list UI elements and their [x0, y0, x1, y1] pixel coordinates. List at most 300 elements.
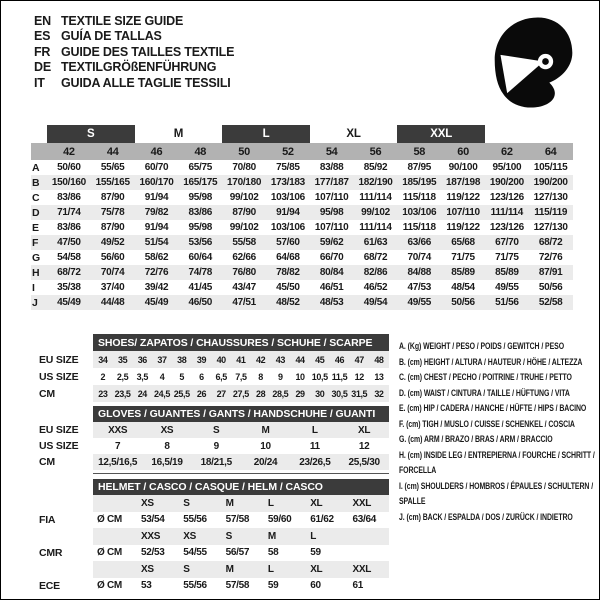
legend-item-d: D. (cm) WAIST / CINTURA / TAILLE / HÜFTUNG / VITA: [399, 387, 570, 399]
measure-letter: F: [32, 236, 39, 249]
racing-helmet-icon: [488, 14, 580, 111]
measure-value: 48/52: [276, 297, 300, 308]
textile-size-table: [31, 125, 573, 310]
measure-value: 71/75: [451, 252, 475, 263]
helmet-value-row-fia: [93, 512, 389, 529]
size-value: 32: [374, 388, 384, 399]
measure-value: 75/78: [100, 207, 125, 218]
measure-value: 84/88: [407, 267, 432, 278]
helmet-size-label: L: [267, 497, 274, 509]
label-spacer: [31, 479, 93, 496]
label-spacer: [31, 562, 93, 579]
measure-value: 54/58: [57, 252, 81, 263]
size-group-header-row: [31, 125, 573, 143]
helmet-size-value: 53/54: [141, 514, 165, 526]
measure-value: 83/86: [57, 222, 81, 233]
size-number: 48: [194, 145, 207, 158]
helmet-title: HELMET / CASCO / CASQUE / HELM / CASCO: [93, 479, 389, 495]
helmet-size-label: XL: [310, 563, 323, 575]
measure-value: 56/60: [100, 252, 125, 263]
size-value: 28,5: [272, 388, 289, 399]
helmet-size-value: 60: [310, 580, 321, 592]
helmet-size-label: XXL: [352, 563, 372, 575]
measure-value: 63/66: [407, 237, 432, 248]
measure-letter: B: [32, 176, 40, 189]
helmet-size-value: 52/53: [141, 547, 165, 559]
size-value: 45: [315, 354, 325, 365]
helmet-table: [93, 479, 389, 595]
measure-value: 65/75: [188, 162, 213, 173]
size-value: 37: [157, 354, 167, 365]
measure-value: 47/53: [407, 282, 432, 293]
measure-value: 177/187: [314, 177, 349, 188]
size-group-xl: XL: [346, 128, 361, 140]
measure-value: 60/64: [188, 252, 213, 263]
size-value: XXS: [108, 424, 128, 436]
measure-value: 103/106: [270, 192, 305, 203]
measure-value: 47/50: [57, 237, 81, 248]
measure-value: 37/40: [100, 282, 125, 293]
measure-value: 70/80: [232, 162, 256, 173]
size-value: 42: [256, 354, 266, 365]
measure-value: 115/118: [402, 192, 436, 203]
measure-row-i: [31, 280, 573, 295]
empty-cell: [93, 561, 135, 578]
legend-item-a: A. (Kg) WEIGHT / PESO / POIDS / GEWITCH / PESO: [399, 341, 565, 352]
size-number: 56: [369, 145, 382, 158]
unit-label: Ø CM: [97, 580, 122, 592]
legend-item-g: G. (cm) ARM / BRAZO / BRAS / ARM / BRACCIO: [399, 434, 553, 445]
measure-value: 71/74: [57, 207, 81, 218]
helmet-size-label: L: [310, 530, 316, 542]
size-value: 11,5: [331, 371, 348, 382]
helmet-size-label: XXL: [352, 497, 372, 509]
measure-value: 45/49: [144, 297, 169, 308]
size-value: 43: [275, 354, 285, 365]
measure-value: 50/60: [57, 162, 81, 173]
measure-value: 170/180: [227, 177, 262, 188]
label-spacer: [31, 334, 93, 351]
measure-letter: A: [32, 161, 40, 174]
helmet-size-label: S: [183, 563, 190, 575]
standard-label-cmr: CMR: [39, 547, 63, 560]
measure-row-d: [31, 205, 573, 220]
helmet-size-row-cmr: [93, 528, 389, 545]
measure-value: 105/115: [533, 162, 568, 173]
helmet-size-value: 57/58: [225, 580, 250, 592]
measure-value: 111/114: [359, 192, 392, 203]
helmet-value-row-cmr: [93, 545, 389, 562]
measure-value: 49/52: [100, 237, 125, 248]
measure-value: 67/70: [495, 237, 519, 248]
size-number: 58: [413, 145, 426, 158]
measure-value: 48/54: [451, 282, 475, 293]
size-value: 10: [260, 440, 271, 452]
measure-value: 80/84: [319, 267, 344, 278]
measure-value: 119/122: [446, 222, 480, 233]
measure-value: 70/74: [407, 252, 432, 263]
helmet-size-row-fia: [93, 495, 389, 512]
size-value: 31,5: [351, 388, 368, 399]
size-value: 24: [137, 388, 147, 399]
language-code: ES: [34, 29, 51, 44]
language-row-fr: [34, 44, 234, 60]
measure-value: 115/119: [534, 207, 568, 218]
measure-value: 75/85: [276, 162, 300, 173]
measure-value: 91/94: [276, 207, 300, 218]
guide-title: GUIDE DES TAILLES TEXTILE: [61, 44, 235, 59]
measure-value: 35/38: [57, 282, 81, 293]
language-code: FR: [34, 44, 51, 59]
shoes-row-labels: [31, 334, 93, 402]
language-code: DE: [34, 60, 51, 75]
measure-value: 48/53: [319, 297, 344, 308]
helmet-size-value: 55/56: [183, 514, 207, 526]
empty-cell: [93, 495, 135, 512]
measure-value: 46/52: [363, 282, 388, 293]
size-value: 12: [358, 440, 370, 452]
helmet-size-label: XS: [183, 530, 197, 542]
measure-value: 95/100: [492, 162, 522, 173]
measure-value: 95/98: [319, 207, 344, 218]
size-value: 23,5: [114, 388, 131, 399]
size-number: 60: [457, 145, 469, 158]
size-number: 44: [106, 145, 119, 158]
measure-value: 185/195: [402, 177, 437, 188]
size-group-s: S: [47, 125, 135, 143]
size-value: 2,5: [116, 371, 129, 382]
measure-value: 187/198: [446, 177, 481, 188]
guide-title: TEXTILE SIZE GUIDE: [61, 13, 184, 28]
size-value: 7,5: [235, 371, 247, 382]
size-value: L: [311, 424, 318, 436]
size-number: 54: [325, 145, 338, 158]
helmet-size-label: M: [225, 497, 234, 509]
helmet-size-value: 59/60: [267, 514, 292, 526]
measure-value: 111/114: [359, 222, 392, 233]
unit-label: Ø CM: [97, 547, 122, 559]
row-label-us-size: US SIZE: [39, 370, 79, 383]
size-value: 29: [295, 388, 305, 399]
measure-row-b: [31, 175, 573, 190]
gloves-table: [93, 406, 389, 470]
size-value: 7: [115, 440, 121, 452]
measure-value: 78/82: [276, 267, 300, 278]
size-value: 26: [196, 388, 207, 399]
helmet-size-value: 54/55: [183, 547, 207, 559]
measure-value: 83/86: [57, 192, 81, 203]
measure-value: 51/56: [495, 297, 519, 308]
measure-value: 47/51: [232, 297, 256, 308]
measure-value: 39/42: [144, 282, 169, 293]
measure-value: 115/118: [402, 222, 436, 233]
measure-value: 60/70: [144, 162, 169, 173]
measure-value: 83/86: [188, 207, 213, 218]
measure-letter: H: [32, 266, 40, 279]
measure-value: 49/54: [363, 297, 388, 308]
helmet-size-value: 55/56: [183, 580, 207, 592]
size-value: 30: [315, 388, 325, 399]
size-value: 36: [137, 354, 147, 365]
size-value: 40: [216, 354, 226, 365]
measure-row-c: [31, 190, 573, 205]
size-value: 35: [117, 354, 128, 365]
measure-value: 83/88: [319, 162, 344, 173]
legend-item-h: H. (cm) INSIDE LEG / ENTREPIERNA / FOURCHE / SCHRITT / FORCELLA: [399, 449, 595, 476]
measure-row-g: [31, 250, 573, 265]
measure-value: 95/98: [188, 192, 213, 203]
measure-value: 55/58: [232, 237, 256, 248]
size-value: S: [213, 424, 220, 436]
table-row: [93, 351, 389, 368]
empty-cell: [93, 528, 135, 545]
measure-value: 58/62: [144, 252, 169, 263]
size-number: 46: [150, 145, 163, 158]
measure-value: 51/54: [144, 237, 169, 248]
language-row-it: [34, 75, 234, 91]
size-value: 24,5: [154, 388, 170, 399]
size-value: 48: [374, 354, 384, 365]
size-number: 52: [282, 145, 294, 158]
measure-row-f: [31, 235, 573, 250]
helmet-size-value: 59: [267, 580, 279, 592]
size-value: 3,5: [136, 371, 148, 382]
size-group-m: M: [173, 128, 184, 140]
language-code: EN: [34, 13, 51, 28]
table-row: [93, 438, 389, 454]
guide-title: GUÍA DE TALLAS: [61, 29, 162, 44]
label-spacer: [31, 496, 93, 513]
size-value: 23/26,5: [299, 456, 331, 468]
unit-label: Ø CM: [97, 514, 122, 526]
measure-value: 107/110: [314, 222, 349, 233]
measure-letter: I: [32, 281, 35, 294]
measure-value: 160/170: [139, 177, 174, 188]
size-value: XS: [160, 424, 174, 436]
table-row: [93, 368, 389, 385]
measure-value: 76/80: [232, 267, 256, 278]
label-spacer: [31, 406, 93, 422]
language-row-en: [34, 13, 234, 29]
measure-value: 150/160: [51, 177, 86, 188]
measure-value: 87/91: [538, 267, 563, 278]
helmet-size-label: XL: [310, 497, 323, 509]
size-group-l: L: [222, 125, 310, 143]
measure-row-h: [31, 265, 573, 280]
measure-value: 50/56: [451, 297, 475, 308]
measure-value: 85/89: [451, 267, 475, 278]
measure-value: 68/72: [538, 237, 563, 248]
measure-value: 71/75: [495, 252, 519, 263]
size-value: 25,5: [173, 388, 190, 399]
helmet-size-value: 53: [141, 580, 152, 592]
measure-value: 64/68: [276, 252, 300, 263]
size-value: 11: [309, 440, 320, 452]
size-value: 27: [216, 388, 226, 399]
measure-value: 49/55: [495, 282, 519, 293]
legend-item-i: I. (cm) SHOULDERS / HOMBROS / ÉPAULES / SCHULTERN / SPALLE: [399, 480, 594, 507]
measure-value: 127/130: [533, 222, 568, 233]
helmet-size-label: XS: [141, 563, 154, 575]
table-row: [93, 385, 389, 402]
size-value: 44: [295, 354, 305, 365]
helmet-size-label: S: [183, 497, 190, 509]
legend-item-e: E. (cm) HIP / CADERA / HANCHE / HÜFTE / HIPS / BACINO: [399, 403, 587, 414]
measure-value: 87/90: [232, 207, 256, 218]
measure-value: 52/58: [538, 297, 563, 308]
helmet-size-value: [346, 545, 388, 562]
measure-value: 87/95: [407, 162, 432, 173]
helmet-size-value: 56/57: [225, 547, 250, 559]
gloves-row-labels: [31, 406, 93, 470]
group-row-spacer: [31, 125, 47, 143]
measure-value: 45/50: [276, 282, 300, 293]
helmet-size-row-ece: [93, 561, 389, 578]
size-value: 38: [177, 354, 187, 365]
language-title-list: [34, 13, 234, 91]
helmet-size-value: 58: [267, 547, 279, 559]
measure-value: 46/51: [319, 282, 344, 293]
measure-value: 182/190: [358, 177, 393, 188]
measure-row-e: [31, 220, 573, 235]
measure-letter: G: [32, 251, 40, 264]
measure-value: 123/126: [489, 192, 524, 203]
row-label-eu-size: EU SIZE: [39, 424, 79, 436]
size-row-spacer: [31, 143, 47, 160]
measure-value: 43/47: [232, 282, 256, 293]
row-label-cm: CM: [39, 387, 55, 400]
measure-value: 41/45: [188, 282, 213, 293]
size-group-xxl: XXL: [397, 125, 485, 143]
helmet-size-label: M: [267, 530, 276, 542]
helmet-size-value: 61: [352, 580, 364, 592]
size-value: 12: [354, 371, 364, 382]
size-value: 34: [98, 354, 108, 365]
size-value: 28: [256, 388, 266, 399]
shoes-section: [31, 334, 389, 402]
measure-value: 59/62: [319, 237, 344, 248]
measure-value: 111/114: [490, 207, 524, 218]
measure-value: 103/106: [402, 207, 437, 218]
measure-value: 107/110: [314, 192, 349, 203]
size-value: 25,5/30: [348, 456, 380, 468]
helmet-section: [31, 479, 389, 595]
measure-value: 91/94: [144, 222, 169, 233]
measure-value: 103/106: [270, 222, 305, 233]
language-row-de: [34, 60, 234, 76]
size-value: XL: [358, 424, 371, 436]
measure-letter: D: [32, 206, 40, 219]
size-value: 8: [164, 440, 170, 452]
measurement-legend: [399, 339, 598, 525]
measure-value: 87/90: [100, 192, 125, 203]
measure-row-a: [31, 160, 573, 175]
size-value: M: [261, 424, 270, 436]
measure-value: 45/49: [57, 297, 81, 308]
measure-value: 55/65: [100, 162, 125, 173]
measure-value: 61/63: [363, 237, 388, 248]
guide-title: GUIDA ALLE TAGLIE TESSILI: [61, 75, 231, 90]
measure-value: 70/74: [100, 267, 125, 278]
helmet-size-label: XS: [141, 497, 154, 509]
measure-value: 90/100: [448, 162, 478, 173]
size-value: 6: [199, 371, 204, 382]
size-value: 20/24: [253, 456, 278, 468]
helmet-size-label: XXS: [141, 530, 161, 542]
measure-value: 99/102: [229, 222, 259, 233]
measure-value: 65/68: [451, 237, 475, 248]
size-value: 5: [179, 371, 185, 382]
shoes-table: [93, 334, 389, 402]
shoes-title: SHOES/ ZAPATOS / CHAUSSURES / SCHUHE / SCARPE: [93, 334, 389, 351]
measure-value: 91/94: [144, 192, 169, 203]
helmet-size-value: 63/64: [352, 514, 377, 526]
measure-letter: E: [32, 221, 39, 234]
size-value: 10,5: [311, 371, 328, 382]
size-value: 13: [374, 371, 384, 382]
measure-value: 123/126: [489, 222, 524, 233]
guide-title: TEXTILGRÖßENFÜHRUNG: [61, 60, 217, 75]
size-number: 62: [501, 145, 513, 158]
measure-value: 49/55: [407, 297, 432, 308]
size-value: 9: [278, 371, 283, 382]
size-value: 41: [236, 354, 246, 365]
table-row: [93, 454, 389, 470]
divider-line: [93, 473, 389, 474]
size-value: 27,5: [232, 388, 249, 399]
size-value: 23: [98, 388, 108, 399]
measure-value: 119/122: [446, 192, 480, 203]
size-value: 16,5/19: [151, 456, 183, 468]
helmet-value-row-ece: [93, 578, 389, 595]
measure-value: 68/72: [57, 267, 81, 278]
size-number: 50: [238, 145, 250, 158]
measure-value: 87/90: [100, 222, 125, 233]
measure-value: 173/183: [270, 177, 305, 188]
language-row-es: [34, 29, 234, 45]
size-value: 8: [258, 371, 263, 382]
legend-item-j: J. (cm) BACK / ESPALDA / DOS / ZURÜCK / INDIETRO: [399, 511, 573, 523]
size-number: 42: [63, 145, 75, 158]
helmet-row-labels: [31, 479, 93, 595]
size-value: 4: [159, 371, 165, 382]
measure-value: 74/78: [188, 267, 213, 278]
measure-value: 79/82: [144, 207, 169, 218]
helmet-size-label: [346, 528, 388, 545]
helmet-size-value: 57/58: [225, 514, 250, 526]
helmet-size-value: 59: [310, 547, 321, 559]
size-value: 46: [334, 354, 345, 365]
measure-value: 95/98: [188, 222, 213, 233]
measure-value: 85/89: [495, 267, 519, 278]
measure-value: 99/102: [361, 207, 390, 218]
language-code: IT: [34, 75, 45, 90]
standard-label-fia: FIA: [39, 514, 56, 527]
size-value: 47: [354, 354, 364, 365]
measure-value: 85/92: [363, 162, 388, 173]
row-label-us-size: US SIZE: [39, 440, 79, 452]
measure-value: 72/76: [144, 267, 169, 278]
measure-value: 44/48: [100, 297, 125, 308]
size-value: 12,5/16,5: [98, 456, 138, 468]
size-value: 10: [295, 371, 305, 382]
label-spacer: [31, 529, 93, 546]
measure-value: 72/76: [538, 252, 563, 263]
helmet-size-value: 61/62: [310, 514, 334, 526]
gloves-title: GLOVES / GUANTES / GANTS / HANDSCHUHE / GUANTI: [93, 406, 389, 422]
measure-value: 155/165: [95, 177, 130, 188]
measure-value: 127/130: [533, 192, 568, 203]
